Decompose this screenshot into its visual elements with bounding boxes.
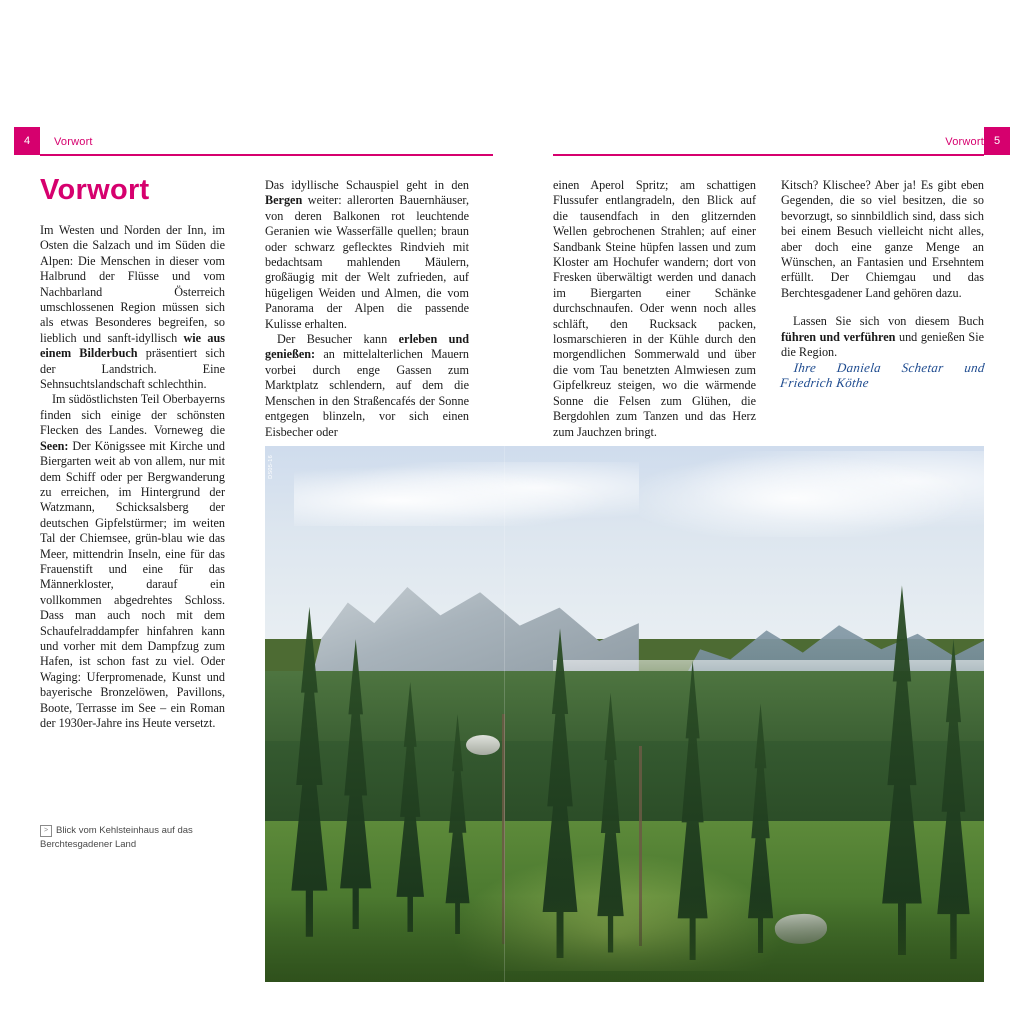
photo-caption: [40, 824, 225, 852]
header-rule-right: [553, 154, 984, 156]
landscape-photo: [265, 446, 984, 982]
photo-foreground-shadow: [265, 896, 984, 982]
header-rule-left: [40, 154, 493, 156]
running-head-left: Vorwort: [54, 136, 93, 148]
photo-clouds-right: [639, 451, 984, 537]
paragraph: Das idyllische Schauspiel geht in den Bergen weiter: allerorten Bauernhäuser, von deren Balkonen rot leuchtende Geranien wie Wasserfälle quellen; braun oder schwarz geflecktes Rindvieh mit bedachtsam mahlenden Mäulern, großäugig mit der Welt zufrieden, auf hügeligen Weiden und Almen, die vom Panorama der Alpen die passende Kulisse erhalten.: [265, 178, 469, 331]
paragraph: Kitsch? Klischee? Aber ja! Es gibt eben Gegenden, die so viel besitzen, die so bevorzugt, so sinnbildlich sind, dass sich bei einem Besuch vielleicht nicht alles, aber doch eine ganze Menge an Wünschen, an Fantasien und Ersehntem erfüllt. Der Chiemgau und das Berchtesgadener Land gehören dazu.: [781, 178, 984, 300]
text-column-4: [781, 178, 984, 391]
paragraph: Lassen Sie sich von diesem Buch führen und verführen und genießen Sie die Region.: [781, 314, 984, 360]
photo-gutter-seam: [504, 446, 505, 982]
text-column-2: [265, 178, 469, 440]
page-number-right: 5: [984, 127, 1010, 155]
running-head-right: Vorwort: [945, 136, 984, 148]
caption-marker-icon: >: [40, 825, 52, 837]
author-signature: Ihre Daniela Schetar und Friedrich Köthe: [779, 360, 986, 391]
paragraph: Der Besucher kann erleben und genießen: an mittelalterlichen Mauern vorbei durch enge Gassen zum Marktplatz schlendern, auf dem die Menschen in den Straßencafés der Sonne entgegen blinzeln, vor sich einen Eisbecher oder: [265, 332, 469, 439]
text-column-3: [553, 178, 756, 440]
photo-clouds-left: [294, 462, 639, 526]
page-title: Vorwort: [40, 174, 150, 206]
page-number-left: 4: [14, 127, 40, 155]
paragraph: einen Aperol Spritz; am schattigen Flussufer entlangradeln, den Blick auf die tausendfach in den glitzernden Wellen gebrochenen Strahlen; auf einer Sandbank Steine hüpfen lassen und zum Kloster am Hochufer wandern; dort von Fresken überwältigt werden und danach im Biergarten einer Schänke durchschnaufen. Oder wenn noch alles schläft, den Rucksack packen, losmarschieren in der Kühle durch den morgendlichen Sommerwald und über die vom Tau benetzten Almwiesen zum Gipfelkreuz steigen, wo die wärmende Sonne die Felsen zum Glühen, die Bergdohlen zum Tanzen und das Herz zum Jauchzen bringt.: [553, 178, 756, 439]
paragraph: Im südöstlichsten Teil Oberbayerns finden sich einige der schönsten Flecken des Landes. Vorneweg die Seen: Der Königssee mit Kirche und Biergarten weit ab von allem, nur mit dem Schiff oder per Bergwanderung zu erreichen, im Hintergrund der Watzmann, Schicksalsberg der deutschen Gipfelstürmer; im weiten Tal der Chiemsee, grün-blau wie das Meer, mittendrin Inseln, eine für das Frauenstift und eine für das Männerkloster, darauf ein vollkommen abgedrehtes Schloss. Dass man auch noch mit dem Schaufelraddampfer hinfahren kann und vorher mit dem Dampfzug zum Hafen, ist schon fast zu viel. Oder Waging: Uferpromenade, Kunst und bayerische Bronzelöwen, Pavillons, Boote, Terrasse im See – ein Roman der 1930er-Jahre ins Heute versetzt.: [40, 392, 225, 730]
paragraph: Im Westen und Norden der Inn, im Osten die Salzach und im Süden die Alpen: Die Menschen in dieser vom Halbrund der Flüsse und vom Nachbarland Österreich umschlossenen Region müssen sich als etwas Besonderes begreifen, so lieblich und sanft-idyllisch wie aus einem Bilderbuch präsentiert sich der Landstrich. Eine Sehnsuchtslandschaft schlechthin.: [40, 223, 226, 392]
text-column-1: [40, 223, 225, 731]
photo-credit: DS05-16: [268, 455, 274, 479]
caption-text: Blick vom Kehlsteinhaus auf das Berchtesgadener Land: [40, 825, 193, 850]
